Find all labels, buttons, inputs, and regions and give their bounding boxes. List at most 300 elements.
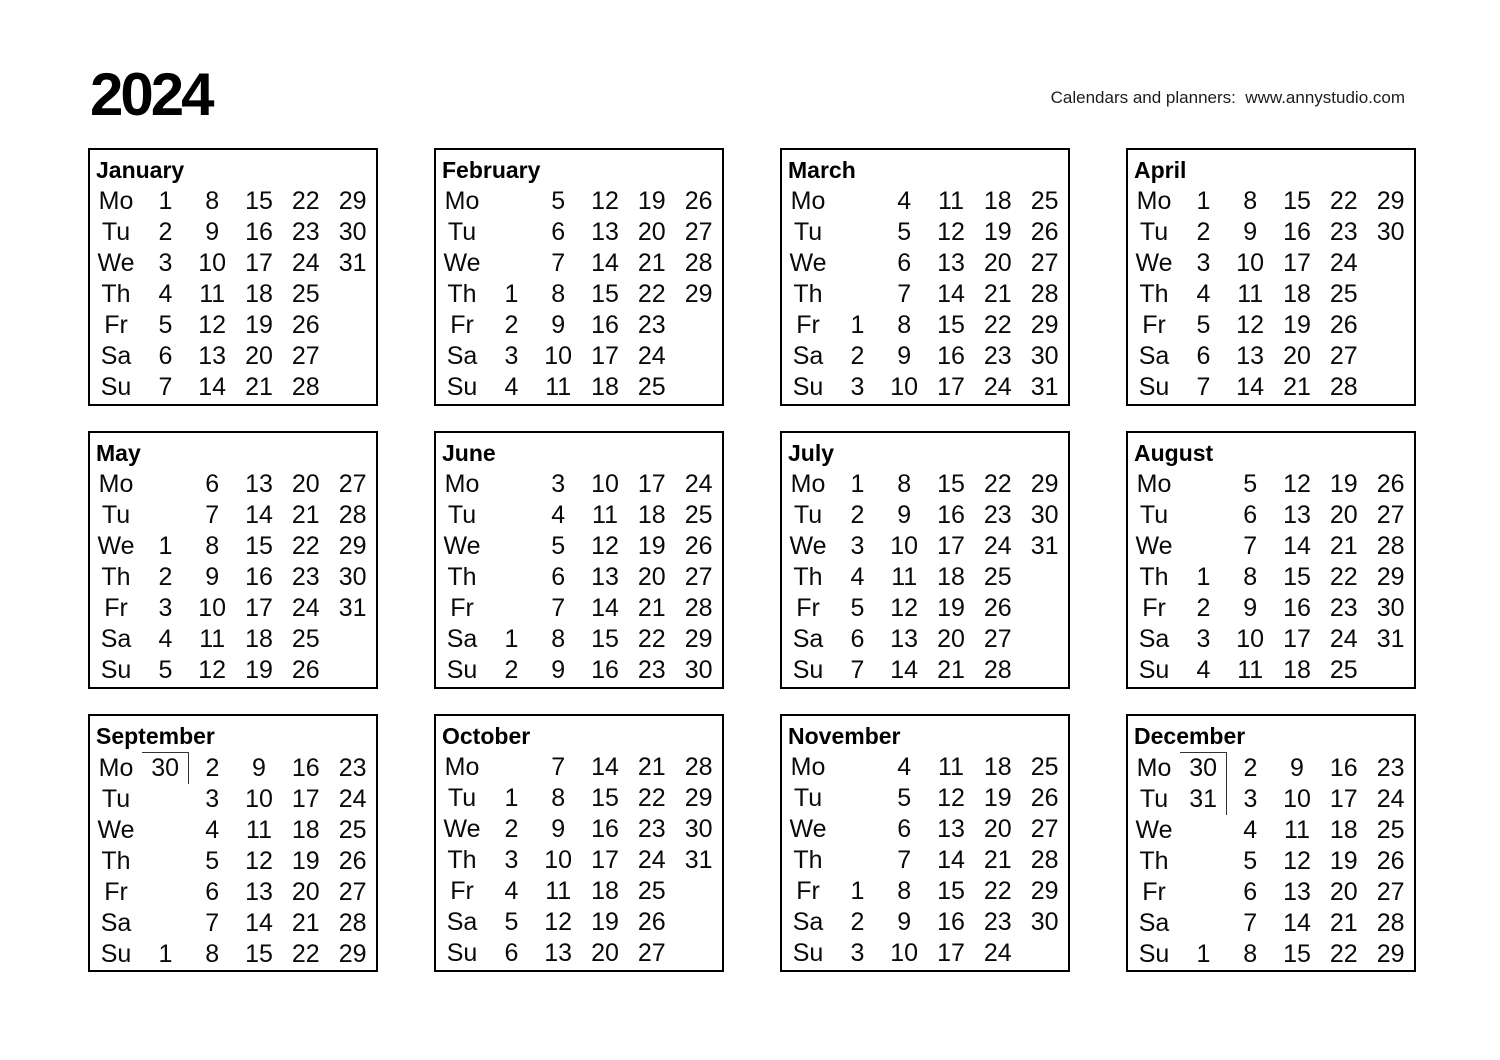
date-cell: 17 <box>291 784 320 813</box>
date-cell: 8 <box>551 625 566 653</box>
date-cell: 23 <box>1329 218 1358 246</box>
month-june <box>434 431 724 689</box>
day-label: We <box>1135 249 1173 277</box>
date-cell: 23 <box>1376 753 1405 782</box>
date-cell: 18 <box>983 753 1012 781</box>
day-row <box>782 876 1068 907</box>
day-row <box>1128 908 1414 939</box>
day-row <box>1128 531 1414 562</box>
date-cell: 9 <box>551 311 566 339</box>
date-cell: 2 <box>158 563 173 591</box>
day-row <box>782 907 1068 938</box>
date-cell: 13 <box>198 342 227 370</box>
date-cell: 18 <box>637 501 666 529</box>
date-cell: 9 <box>1243 594 1258 622</box>
day-row <box>90 655 376 686</box>
date-cell: 22 <box>291 532 320 560</box>
day-row <box>436 814 722 845</box>
day-label: Mo <box>98 470 134 498</box>
day-label: Su <box>100 656 132 684</box>
date-cell: 7 <box>1243 908 1258 937</box>
date-cell <box>834 217 881 248</box>
day-label: Fr <box>104 311 128 339</box>
date-cell: 17 <box>937 532 965 560</box>
day-label: Fr <box>796 594 820 622</box>
date-cell: 26 <box>1030 218 1059 246</box>
date-cell: 27 <box>1030 249 1059 277</box>
date-cell: 1 <box>504 280 519 308</box>
date-cell: 4 <box>158 625 173 653</box>
date-cell: 24 <box>684 470 713 498</box>
day-row <box>1128 500 1414 531</box>
date-cell: 14 <box>1236 373 1265 401</box>
date-cell: 15 <box>591 784 619 812</box>
day-label: Fr <box>796 877 820 905</box>
date-cell: 22 <box>291 187 320 215</box>
date-cell <box>488 186 535 217</box>
date-cell: 17 <box>245 594 273 622</box>
date-cell: 19 <box>1329 470 1358 498</box>
date-cell: 29 <box>684 280 713 308</box>
day-label: Tu <box>447 501 477 529</box>
date-cell: 30 <box>1030 501 1059 529</box>
date-cell: 18 <box>1283 280 1311 308</box>
date-cell: 18 <box>591 373 619 401</box>
date-cell: 16 <box>245 218 273 246</box>
date-cell: 31 <box>1180 784 1227 815</box>
date-cell <box>329 279 376 310</box>
date-cell: 28 <box>1329 373 1358 401</box>
month-title: July <box>788 440 835 466</box>
date-cell: 3 <box>551 470 566 498</box>
date-cell: 3 <box>1243 784 1258 813</box>
day-label: Tu <box>1139 784 1169 813</box>
date-cell: 4 <box>1196 656 1211 684</box>
month-may <box>88 431 378 689</box>
date-cell: 26 <box>1376 470 1405 498</box>
day-label: Sa <box>446 908 478 936</box>
date-cell: 5 <box>205 846 220 875</box>
day-row <box>1128 562 1414 593</box>
day-label: Su <box>100 939 132 968</box>
date-cell: 1 <box>504 625 519 653</box>
date-cell: 25 <box>684 501 713 529</box>
date-cell: 4 <box>158 280 173 308</box>
day-label: Mo <box>98 753 134 782</box>
date-cell: 9 <box>1243 218 1258 246</box>
date-cell <box>675 310 722 341</box>
day-row <box>90 279 376 310</box>
date-cell: 7 <box>551 594 566 622</box>
date-cell: 26 <box>291 656 320 684</box>
month-title: November <box>788 723 901 749</box>
date-cell: 23 <box>637 311 666 339</box>
date-cell: 8 <box>1243 187 1258 215</box>
day-label: Th <box>101 846 131 875</box>
date-cell <box>488 469 535 500</box>
date-cell: 14 <box>245 501 273 529</box>
day-row <box>782 372 1068 403</box>
date-cell: 30 <box>1376 594 1405 622</box>
date-cell: 2 <box>504 656 519 684</box>
date-cell: 7 <box>1243 532 1258 560</box>
date-cell: 6 <box>504 939 519 967</box>
day-label: Sa <box>792 342 824 370</box>
date-cell: 27 <box>338 470 367 498</box>
date-cell: 13 <box>890 625 919 653</box>
date-cell: 10 <box>1283 784 1311 813</box>
date-cell: 25 <box>1030 753 1059 781</box>
date-cell: 8 <box>551 784 566 812</box>
date-cell: 4 <box>1243 815 1258 844</box>
date-cell: 26 <box>1329 311 1358 339</box>
day-label: Th <box>793 280 823 308</box>
date-cell: 10 <box>890 373 919 401</box>
day-row <box>436 876 722 907</box>
date-cell: 2 <box>158 218 173 246</box>
date-cell: 12 <box>591 532 619 560</box>
date-cell <box>834 186 881 217</box>
date-cell: 29 <box>1030 311 1059 339</box>
date-cell: 9 <box>897 501 912 529</box>
day-label: Th <box>793 846 823 874</box>
date-cell: 2 <box>850 908 865 936</box>
date-cell <box>1180 908 1227 939</box>
date-cell: 4 <box>897 753 912 781</box>
date-cell <box>1021 938 1068 969</box>
date-cell: 1 <box>504 784 519 812</box>
month-table <box>436 186 722 403</box>
date-cell <box>1021 624 1068 655</box>
month-table <box>782 186 1068 403</box>
date-cell: 1 <box>1196 939 1211 968</box>
day-row <box>436 341 722 372</box>
date-cell: 7 <box>551 249 566 277</box>
day-row <box>436 217 722 248</box>
day-row <box>782 341 1068 372</box>
date-cell: 27 <box>684 218 713 246</box>
day-row <box>90 500 376 531</box>
date-cell: 31 <box>338 594 367 622</box>
date-cell: 28 <box>1030 846 1059 874</box>
date-cell: 15 <box>245 939 273 968</box>
date-cell: 6 <box>551 218 566 246</box>
day-label: Mo <box>1136 753 1172 782</box>
date-cell: 14 <box>890 656 919 684</box>
date-cell: 18 <box>591 877 619 905</box>
date-cell: 5 <box>504 908 519 936</box>
date-cell <box>329 655 376 686</box>
months-grid <box>88 148 1416 972</box>
day-label: Sa <box>1138 908 1170 937</box>
date-cell: 16 <box>291 753 320 782</box>
day-row <box>90 562 376 593</box>
date-cell: 15 <box>937 877 965 905</box>
date-cell: 6 <box>205 877 220 906</box>
day-row <box>1128 341 1414 372</box>
date-cell <box>329 341 376 372</box>
date-cell: 31 <box>684 846 713 874</box>
date-cell: 9 <box>897 908 912 936</box>
date-cell <box>142 877 189 908</box>
date-cell: 20 <box>937 625 965 653</box>
date-cell: 27 <box>1376 877 1405 906</box>
date-cell: 15 <box>937 470 965 498</box>
date-cell: 22 <box>1329 563 1358 591</box>
day-label: Mo <box>444 187 480 215</box>
day-label: Sa <box>1138 342 1170 370</box>
date-cell <box>329 310 376 341</box>
date-cell: 3 <box>850 532 865 560</box>
day-label: Sa <box>446 342 478 370</box>
day-row <box>90 784 376 815</box>
date-cell: 1 <box>158 532 173 560</box>
day-label: Th <box>447 563 477 591</box>
day-label: Fr <box>1142 311 1166 339</box>
date-cell: 22 <box>1329 939 1358 968</box>
date-cell: 2 <box>205 753 220 782</box>
day-label: We <box>789 815 827 843</box>
month-title: April <box>1134 157 1187 183</box>
day-row <box>90 877 376 908</box>
date-cell: 16 <box>937 908 965 936</box>
date-cell: 17 <box>1329 784 1358 813</box>
date-cell: 26 <box>684 532 713 560</box>
date-cell: 8 <box>1243 563 1258 591</box>
month-february <box>434 148 724 406</box>
date-cell: 2 <box>850 342 865 370</box>
date-cell <box>1180 846 1227 877</box>
month-july <box>780 431 1070 689</box>
date-cell: 6 <box>551 563 566 591</box>
date-cell: 14 <box>1283 532 1311 560</box>
date-cell: 24 <box>983 373 1012 401</box>
date-cell: 6 <box>158 342 173 370</box>
date-cell: 10 <box>1236 249 1265 277</box>
date-cell: 30 <box>684 815 713 843</box>
date-cell: 26 <box>637 908 666 936</box>
date-cell <box>1021 562 1068 593</box>
day-label: Th <box>101 563 131 591</box>
date-cell: 17 <box>937 373 965 401</box>
date-cell: 7 <box>158 373 173 401</box>
date-cell: 9 <box>551 656 566 684</box>
month-december <box>1126 714 1416 972</box>
day-row <box>782 279 1068 310</box>
date-cell: 16 <box>937 342 965 370</box>
day-label: Fr <box>104 594 128 622</box>
date-cell: 24 <box>637 342 666 370</box>
date-cell <box>1021 593 1068 624</box>
date-cell: 23 <box>291 563 320 591</box>
date-cell <box>142 815 189 846</box>
day-row <box>1128 939 1414 970</box>
date-cell: 12 <box>245 846 273 875</box>
date-cell: 22 <box>983 470 1012 498</box>
day-label: Tu <box>447 218 477 246</box>
date-cell: 5 <box>1243 470 1258 498</box>
date-cell <box>1180 469 1227 500</box>
date-cell: 25 <box>291 625 320 653</box>
day-row <box>1128 655 1414 686</box>
date-cell <box>675 372 722 403</box>
day-row <box>782 500 1068 531</box>
date-cell: 1 <box>158 187 173 215</box>
date-cell: 26 <box>338 846 367 875</box>
day-label: Su <box>792 939 824 967</box>
date-cell: 14 <box>245 908 273 937</box>
date-cell <box>1367 655 1414 686</box>
day-label: We <box>789 249 827 277</box>
day-row <box>1128 784 1414 815</box>
date-cell: 8 <box>205 939 220 968</box>
day-row <box>436 372 722 403</box>
tagline: Calendars and planners: www.annystudio.com <box>1050 88 1405 107</box>
date-cell <box>1021 655 1068 686</box>
day-label: We <box>97 249 135 277</box>
day-label: Su <box>792 373 824 401</box>
date-cell: 22 <box>637 784 666 812</box>
day-label: We <box>443 815 481 843</box>
date-cell <box>142 908 189 939</box>
date-cell: 10 <box>245 784 273 813</box>
day-row <box>1128 310 1414 341</box>
date-cell: 20 <box>291 877 320 906</box>
day-row <box>1128 469 1414 500</box>
date-cell: 13 <box>937 815 965 843</box>
date-cell <box>1367 248 1414 279</box>
day-row <box>782 469 1068 500</box>
day-label: Su <box>100 373 132 401</box>
date-cell: 24 <box>1376 784 1405 813</box>
day-row <box>436 938 722 969</box>
month-title: December <box>1134 723 1246 749</box>
date-cell: 5 <box>158 656 173 684</box>
date-cell: 23 <box>637 656 666 684</box>
date-cell: 14 <box>591 753 619 781</box>
day-row <box>436 248 722 279</box>
date-cell: 3 <box>1196 625 1211 653</box>
date-cell: 12 <box>1283 846 1311 875</box>
date-cell <box>834 248 881 279</box>
date-cell <box>1180 815 1227 846</box>
day-row <box>90 310 376 341</box>
date-cell: 15 <box>591 280 619 308</box>
month-table <box>1128 752 1414 970</box>
date-cell: 18 <box>937 563 965 591</box>
date-cell: 24 <box>338 784 367 813</box>
day-row <box>90 815 376 846</box>
date-cell <box>1367 310 1414 341</box>
date-cell: 12 <box>890 594 919 622</box>
date-cell: 29 <box>338 187 367 215</box>
date-cell: 21 <box>983 280 1012 308</box>
date-cell: 14 <box>1283 908 1311 937</box>
date-cell <box>488 248 535 279</box>
month-title: March <box>788 157 856 183</box>
date-cell: 17 <box>937 939 965 967</box>
date-cell: 31 <box>1376 625 1405 653</box>
month-april <box>1126 148 1416 406</box>
date-cell: 29 <box>1376 939 1405 968</box>
date-cell: 4 <box>504 877 519 905</box>
date-cell: 14 <box>937 846 965 874</box>
day-row <box>436 186 722 217</box>
date-cell: 23 <box>983 908 1012 936</box>
day-label: Fr <box>1142 594 1166 622</box>
date-cell: 6 <box>205 470 220 498</box>
date-cell <box>675 938 722 969</box>
date-cell: 9 <box>1290 753 1304 782</box>
date-cell: 23 <box>338 753 367 782</box>
day-row <box>436 279 722 310</box>
date-cell: 11 <box>891 563 918 591</box>
date-cell: 21 <box>637 249 666 277</box>
date-cell: 8 <box>897 877 912 905</box>
date-cell: 10 <box>544 846 573 874</box>
month-table <box>436 752 722 969</box>
date-cell <box>142 500 189 531</box>
day-label: Tu <box>101 501 131 529</box>
day-label: We <box>97 815 135 844</box>
date-cell: 11 <box>199 625 226 653</box>
date-cell: 6 <box>1196 342 1211 370</box>
date-cell: 21 <box>983 846 1012 874</box>
date-cell: 27 <box>1329 342 1358 370</box>
date-cell <box>834 814 881 845</box>
date-cell: 18 <box>983 187 1012 215</box>
date-cell: 23 <box>637 815 666 843</box>
date-cell: 28 <box>1376 532 1405 560</box>
day-row <box>90 624 376 655</box>
date-cell: 25 <box>637 877 666 905</box>
date-cell: 20 <box>245 342 273 370</box>
day-label: Th <box>1139 280 1169 308</box>
day-label: Tu <box>793 784 823 812</box>
day-row <box>782 593 1068 624</box>
day-row <box>782 186 1068 217</box>
date-cell: 28 <box>291 373 320 401</box>
date-cell: 26 <box>1030 784 1059 812</box>
date-cell <box>834 752 881 783</box>
date-cell: 27 <box>684 563 713 591</box>
date-cell: 23 <box>983 501 1012 529</box>
date-cell: 21 <box>1329 908 1358 937</box>
day-row <box>436 310 722 341</box>
date-cell <box>488 531 535 562</box>
day-label: Sa <box>100 342 132 370</box>
date-cell: 20 <box>637 218 666 246</box>
day-label: Tu <box>793 218 823 246</box>
day-row <box>1128 593 1414 624</box>
day-row <box>436 783 722 814</box>
day-row <box>782 752 1068 783</box>
date-cell: 15 <box>1283 187 1311 215</box>
date-cell: 6 <box>897 249 912 277</box>
date-cell: 30 <box>1030 342 1059 370</box>
date-cell: 29 <box>684 625 713 653</box>
date-cell: 25 <box>983 563 1012 591</box>
date-cell: 25 <box>291 280 320 308</box>
date-cell: 29 <box>338 939 367 968</box>
date-cell <box>1367 341 1414 372</box>
day-label: Tu <box>447 784 477 812</box>
day-row <box>436 531 722 562</box>
day-label: We <box>443 532 481 560</box>
date-cell: 19 <box>637 532 666 560</box>
date-cell <box>329 624 376 655</box>
day-label: Th <box>1139 563 1169 591</box>
